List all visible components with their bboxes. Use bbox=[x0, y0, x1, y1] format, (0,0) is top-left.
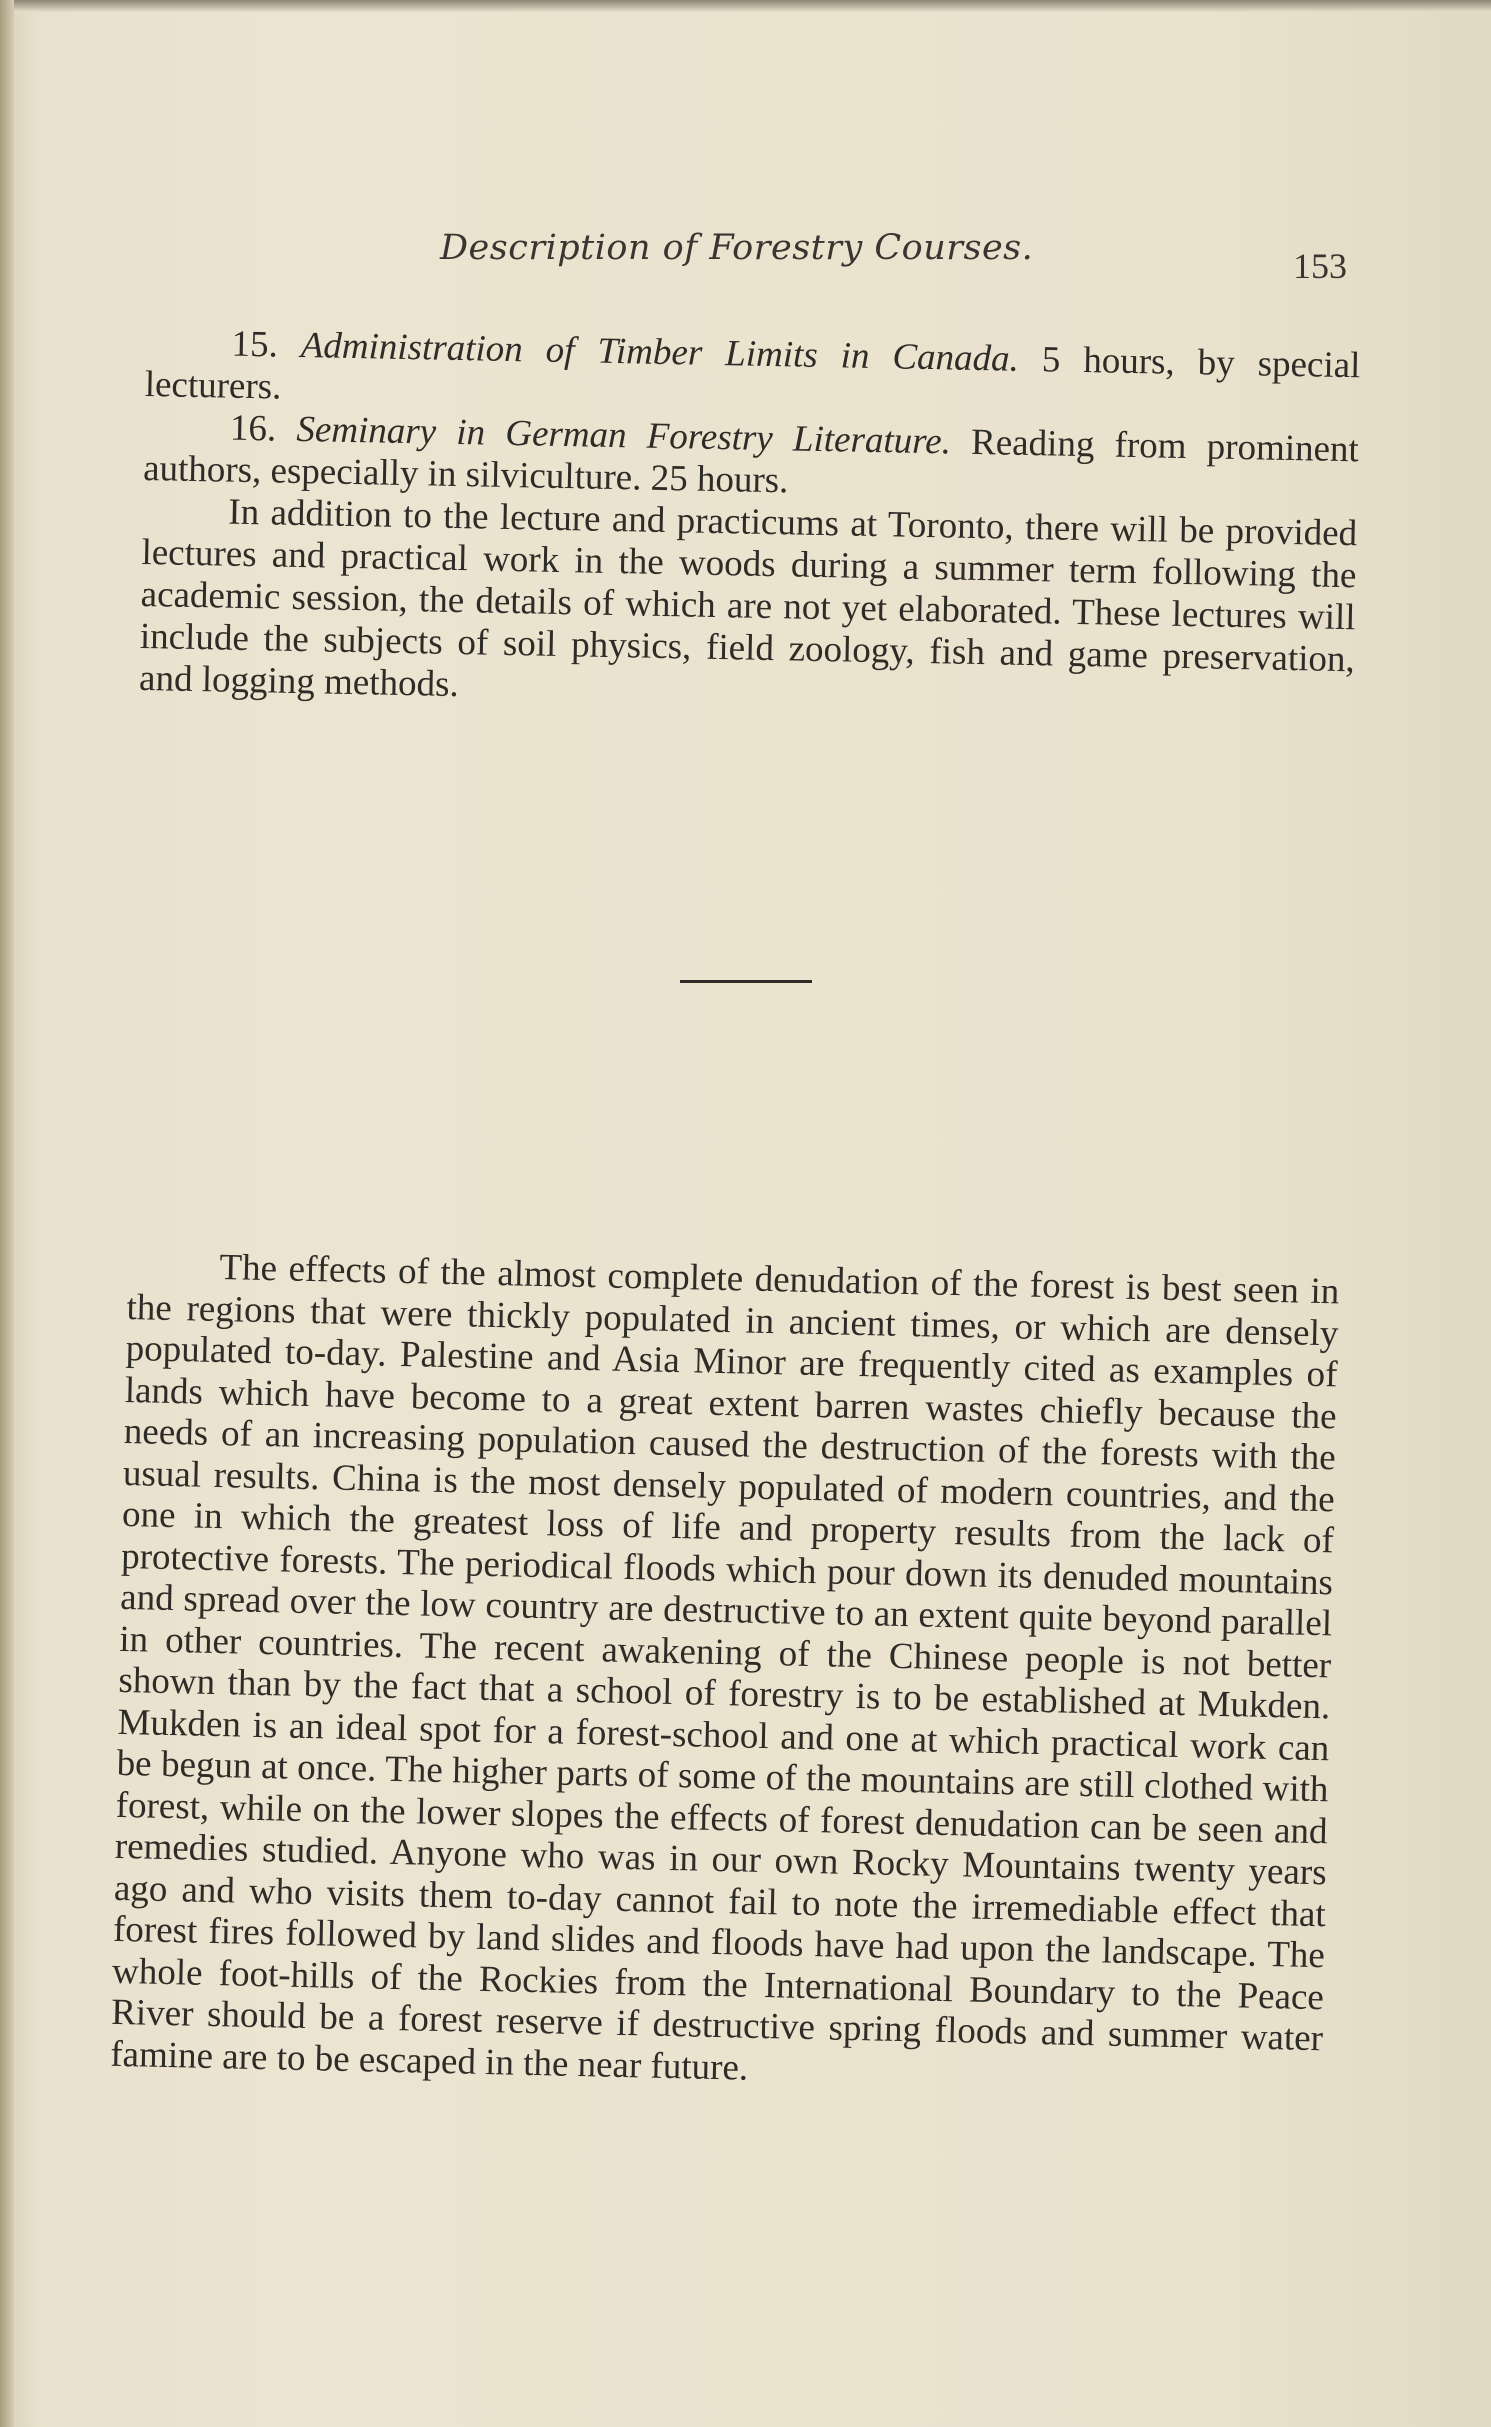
course-detail: Reading from prominent authors, especially in silviculture. 25 hours. bbox=[142, 421, 1360, 502]
course-list-block bbox=[139, 322, 1361, 723]
page-binding-edge bbox=[0, 0, 14, 2427]
course-title: Administration of Timber Limits in Canada. bbox=[300, 324, 1020, 380]
course-number: 16. bbox=[229, 407, 277, 450]
course-detail: 5 hours, by special lecturers. bbox=[144, 339, 1361, 408]
summer-term-paragraph: In addition to the lecture and practicums at Toronto, there will be provided lectures and practical work in the woods during a summer term following the academic session, the details of which are not yet elaborated. These lectures will include the subjects of soil physics, field zoology, fish and game preservation, and logging methods. bbox=[138, 491, 1358, 706]
course-title: Seminary in German Forestry Literature. bbox=[296, 408, 952, 463]
section-divider bbox=[680, 980, 812, 983]
course-number: 15. bbox=[231, 323, 279, 366]
running-title: Description of Forestry Courses. bbox=[440, 228, 1034, 268]
denudation-block bbox=[110, 1245, 1340, 2101]
page-number: 153 bbox=[1293, 246, 1347, 286]
page-top-edge bbox=[0, 0, 1491, 12]
denudation-paragraph: The effects of the almost complete denudation of the forest is best seen in the regions that were thickly populated in ancient times, or which are densely populated to-day. Palestine and Asia Minor are frequently cited as examples of lands which have become to a great extent barren wastes chiefly because the needs of an increasing population caused the destruction of the forests with the usual results. China is the most densely populated of modern countries, and the one in which the greatest loss of life and property results from the lack of protective forests. The periodical floods which pour down its denuded mountains and spread over the low country are destructive to an extent quite beyond parallel in other countries. The recent awakening of the Chinese people is not better shown than by the fact that a school of forestry is to be established at Mukden. Mukden is an ideal spot for a forest-school and one at which practical work can be begun at once. The higher parts of some of the mountains are still clothed with forest, while on the lower slopes the effects of forest denudation can be seen and remedies studied. Anyone who was in our own Rocky Mountains twenty years ago and who visits them to-day cannot fail to note the irremediable effect that forest fires followed by land slides and floods have had upon the landscape. The whole foot-hills of the Rockies from the International Boundary to the Peace River should be a forest reserve if destructive spring floods and summer water famine are to be escaped in the near future. bbox=[109, 1247, 1340, 2089]
